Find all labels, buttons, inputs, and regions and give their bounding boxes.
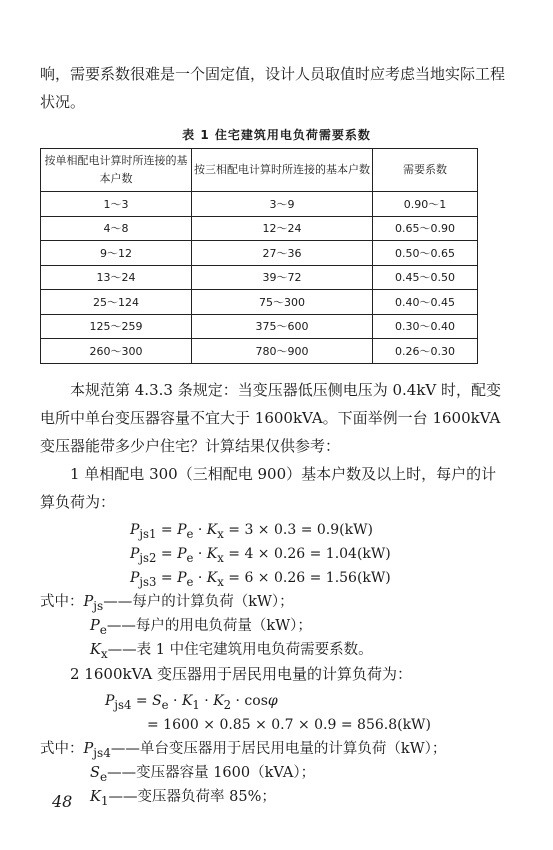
- header-coefficient: 需要系数: [373, 149, 478, 192]
- cell-single-phase: 25～124: [41, 290, 192, 315]
- cell-single-phase: 125～259: [41, 314, 192, 339]
- cell-coefficient: 0.45～0.50: [373, 265, 478, 290]
- cell-three-phase: 27～36: [192, 241, 373, 266]
- table-row: [41, 241, 478, 266]
- table-row: [41, 339, 478, 364]
- formula-pjs2: $P_{js2} = P_e \cdot K_x = 4 \times 0.26 = 1.04(kW)$: [130, 546, 391, 565]
- top-paragraph: 响，需要系数很难是一个固定值，设计人员取值时应考虑当地实际工程状况。: [40, 65, 506, 111]
- note-k1: $K_1——$变压器负荷率 85%；: [90, 789, 276, 808]
- header-three-phase: 按三相配电计算时所连接的基本户数: [192, 149, 373, 192]
- cell-coefficient: 0.40～0.45: [373, 290, 478, 315]
- cell-three-phase: 3～9: [192, 192, 373, 217]
- cell-three-phase: 75～300: [192, 290, 373, 315]
- table-row: [41, 192, 478, 217]
- cell-coefficient: 0.90～1: [373, 192, 478, 217]
- header-single-phase: 按单相配电计算时所连接的基本户数: [41, 149, 192, 192]
- rule-paragraph: 本规范第 4.3.3 条规定：当变压器低压侧电压为 0.4kV 时，配变电所中单台变压器容量不宜大于 1600kVA。下面举例一台 1600kVA 变压器能带多少户住宅？计算结果仅供参考：: [40, 381, 502, 455]
- table-header-row: [41, 149, 478, 192]
- table-row: [41, 314, 478, 339]
- cell-three-phase: 375～600: [192, 314, 373, 339]
- formula-pjs1: $P_{js1} = P_e \cdot K_x = 3 \times 0.3 = 0.9(kW)$: [130, 522, 373, 541]
- note-pjs: 式中：$P_{js}——$每户的计算负荷（kW）；: [40, 594, 294, 613]
- item-2-paragraph: 2 1600kVA 变压器用于居民用电量的计算负荷为：: [70, 665, 412, 683]
- cell-single-phase: 9～12: [41, 241, 192, 266]
- note-pjs4: 式中：$P_{js4}——$单台变压器用于居民用电量的计算负荷（kW）；: [40, 741, 447, 760]
- demand-coefficient-table: [40, 148, 478, 364]
- note-kx: $K_x——$表 1 中住宅建筑用电负荷需要系数。: [90, 642, 373, 661]
- cell-three-phase: 780～900: [192, 339, 373, 364]
- table-row: [41, 290, 478, 315]
- formula-pjs3: $P_{js3} = P_e \cdot K_x = 6 \times 0.26 = 1.56(kW)$: [130, 570, 391, 589]
- item-1-paragraph: 1 单相配电 300（三相配电 900）基本户数及以上时，每户的计算负荷为：: [40, 465, 497, 511]
- cell-coefficient: 0.65～0.90: [373, 216, 478, 241]
- cell-single-phase: 4～8: [41, 216, 192, 241]
- note-se: $S_e——$变压器容量 1600（kVA）；: [90, 765, 316, 784]
- cell-single-phase: 1～3: [41, 192, 192, 217]
- table-row: [41, 265, 478, 290]
- cell-coefficient: 0.50～0.65: [373, 241, 478, 266]
- formula-pjs4-line2: = 1600 × 0.85 × 0.7 × 0.9 = 856.8(kW): [147, 717, 431, 733]
- cell-single-phase: 260～300: [41, 339, 192, 364]
- cell-coefficient: 0.30～0.40: [373, 314, 478, 339]
- note-pe: $P_e——$每户的用电负荷量（kW）；: [90, 618, 312, 637]
- cell-three-phase: 12～24: [192, 216, 373, 241]
- cell-three-phase: 39～72: [192, 265, 373, 290]
- page-number: 48: [52, 792, 73, 811]
- formula-pjs4-line1: $P_{js4} = S_e \cdot K_1 \cdot K_2 \cdot \cos\varphi$: [105, 693, 278, 712]
- cell-coefficient: 0.26～0.30: [373, 339, 478, 364]
- cell-single-phase: 13～24: [41, 265, 192, 290]
- table-caption: 表 1 住宅建筑用电负荷需要系数: [182, 128, 371, 142]
- table-row: [41, 216, 478, 241]
